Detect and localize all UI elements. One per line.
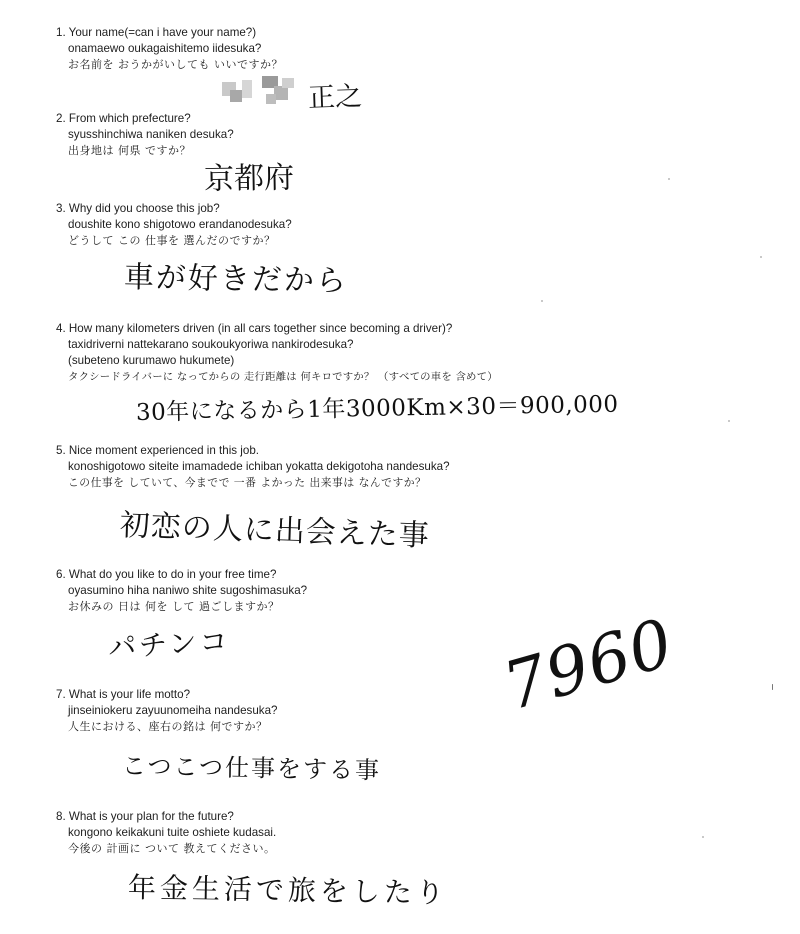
question-4-romaji: taxidriverni nattekarano soukoukyoriwa nankirodesuka? <box>68 338 354 351</box>
question-3-romaji: doushite kono shigotowo erandanodesuka? <box>68 218 292 231</box>
question-4-japanese: タクシードライバーに なってからの 走行距離は 何キロですか？ （すべての車を 含めて） <box>68 371 498 383</box>
question-5-romaji: konoshigotowo siteite imamadede ichiban yokatta dekigotoha nandesuka? <box>68 460 450 473</box>
paper-speck <box>668 178 670 180</box>
answer-4: 30年になるから1年3000Km×30＝900,000 <box>135 391 619 426</box>
paper-speck <box>541 300 543 302</box>
question-8-english: 8. What is your plan for the future? <box>56 810 234 823</box>
question-1-japanese: お名前を おうかがいしても いいですか？ <box>68 58 283 71</box>
question-2-japanese: 出身地は 何県 ですか？ <box>68 144 191 157</box>
answer-3: 車が好きだから <box>123 260 349 299</box>
question-2-romaji: syusshinchiwa naniken desuka? <box>68 128 234 141</box>
question-4-english: 4. How many kilometers driven (in all cars together since becoming a driver)? <box>56 322 453 335</box>
question-3-english: 3. Why did you choose this job? <box>56 202 220 215</box>
blurred-surname <box>222 76 304 108</box>
question-7-romaji: jinseiniokeru zayuunomeiha nandesuka? <box>68 704 278 717</box>
question-7-japanese: 人生における、座右の銘は 何ですか？ <box>68 720 268 733</box>
question-6-japanese: お休みの 日は 何を して 過ごしますか？ <box>68 600 280 613</box>
paper-speck <box>772 684 773 690</box>
answer-6: パチンコ <box>107 624 232 664</box>
question-5-japanese: この仕事を していて、今までで 一番 よかった 出来事は なんですか？ <box>68 476 427 489</box>
question-7-english: 7. What is your life motto? <box>56 688 191 701</box>
question-8-japanese: 今後の 計画に ついて 教えてください。 <box>68 842 276 855</box>
answer-8: 年金生活で旅をしたり <box>127 871 449 910</box>
question-1-english: 1. Your name(=can i have your name?) <box>56 26 257 39</box>
answer-2: 京都府 <box>203 160 295 197</box>
question-6-romaji: oyasumino hiha naniwo shite sugoshimasuka? <box>68 584 308 597</box>
question-3-japanese: どうして この 仕事を 選んだのですか？ <box>68 234 276 247</box>
question-5-english: 5. Nice moment experienced in this job. <box>56 444 259 457</box>
question-8-romaji: kongono keikakuni tuite oshiete kudasai. <box>68 826 277 839</box>
question-1-romaji: onamaewo oukagaishitemo iidesuka? <box>68 42 262 55</box>
question-6-english: 6. What do you like to do in your free time? <box>56 568 277 581</box>
question-4-romaji-2: (subeteno kurumawo hukumete) <box>68 354 235 367</box>
answer-7: こつこつ仕事をする事 <box>121 752 382 785</box>
answer-5: 初恋の人に出会えた事 <box>119 508 431 554</box>
handwritten-number: 7960 <box>495 604 682 726</box>
paper-speck <box>728 420 730 422</box>
question-2-english: 2. From which prefecture? <box>56 112 191 125</box>
paper-speck <box>760 256 762 258</box>
answer-1: 正之 <box>307 81 363 114</box>
paper-speck <box>702 836 704 838</box>
